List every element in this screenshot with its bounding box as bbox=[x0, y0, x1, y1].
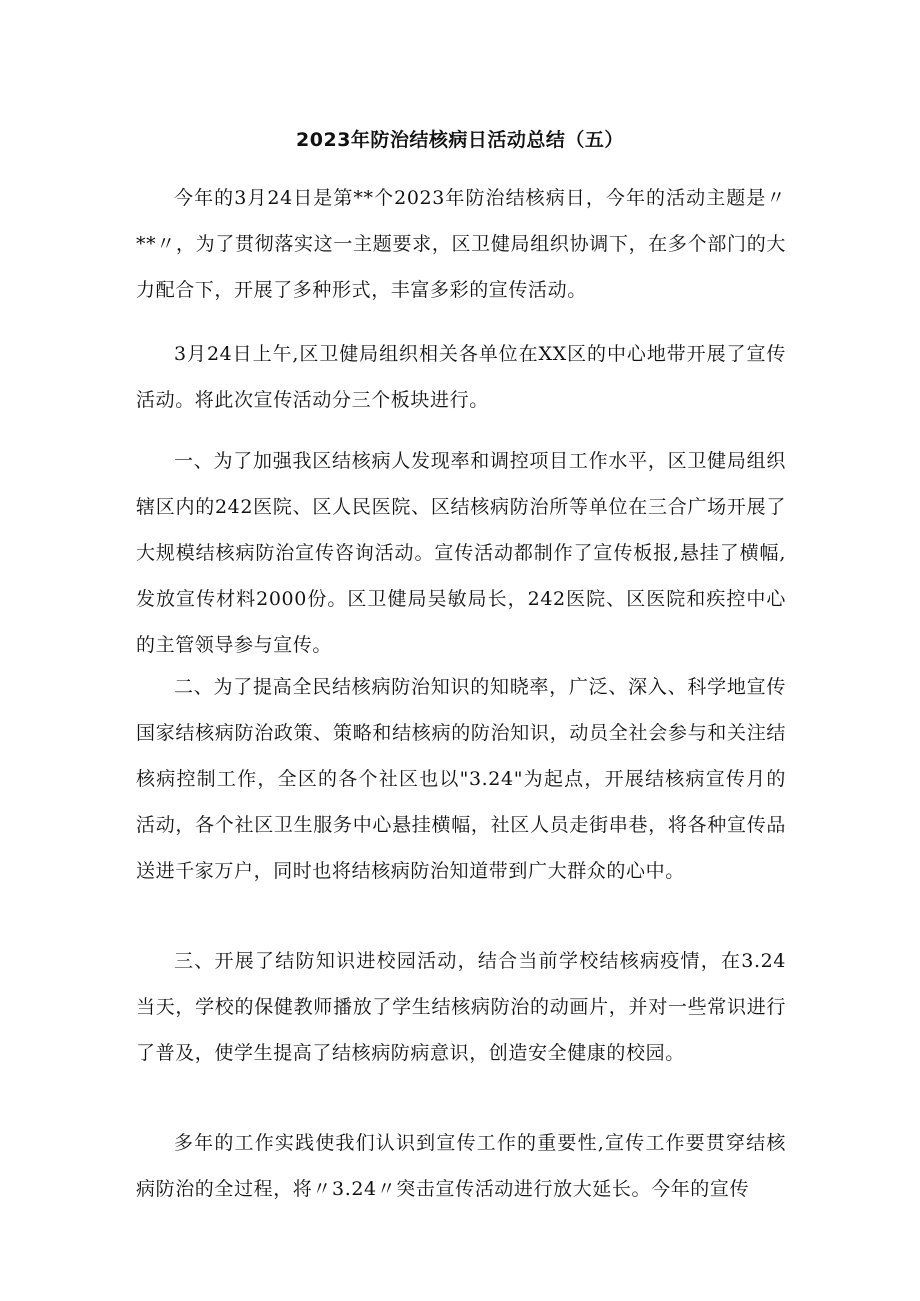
document-title: 2023年防治结核病日活动总结（五） bbox=[296, 129, 624, 151]
paragraph-section-three: 三、开展了结防知识进校园活动，结合当前学校结核病疫情，在3.24当天，学校的保健教师播放了学生结核病防治的动画片，并对一些常识进行了普及，使学生提高了结核病防病意识，创造安全健康的校园。 bbox=[136, 950, 786, 1064]
paragraph-theme-intro: 今年的3月24日是第**个2023年防治结核病日，今年的活动主题是〃**〃，为了贯彻落实这一主题要求，区卫健局组织协调下，在多个部门的大力配合下，开展了多种形式，丰富多彩的宣传活动。 bbox=[136, 187, 786, 301]
paragraph-conclusion: 多年的工作实践使我们认识到宣传工作的重要性,宣传工作要贯穿结核病防治的全过程，将〃3.24〃突击宣传活动进行放大延长。今年的宣传 bbox=[136, 1132, 786, 1200]
paragraph-event-overview: 3月24日上午,区卫健局组织相关各单位在XX区的中心地带开展了宣传活动。将此次宣传活动分三个板块进行。 bbox=[136, 343, 786, 411]
paragraph-section-one: 一、为了加强我区结核病人发现率和调控项目工作水平，区卫健局组织辖区内的242医院、区人民医院、区结核病防治所等单位在三合广场开展了大规模结核病防治宣传咨询活动。宣传活动都制作了宣传板报,悬挂了横幅,发放宣传材料2000份。区卫健局吴敏局长，242医院、区医院和疾控中心的主管领导参与宣传。 bbox=[136, 450, 786, 656]
paragraph-section-two: 二、为了提高全民结核病防治知识的知晓率，广泛、深入、科学地宣传国家结核病防治政策、策略和结核病的防治知识，动员全社会参与和关注结核病控制工作，全区的各个社区也以"3.24"为起点，开展结核病宣传月的活动，各个社区卫生服务中心悬挂横幅，社区人员走街串巷，将各种宣传品送进千家万户，同时也将结核病防治知道带到广大群众的心中。 bbox=[136, 676, 786, 882]
